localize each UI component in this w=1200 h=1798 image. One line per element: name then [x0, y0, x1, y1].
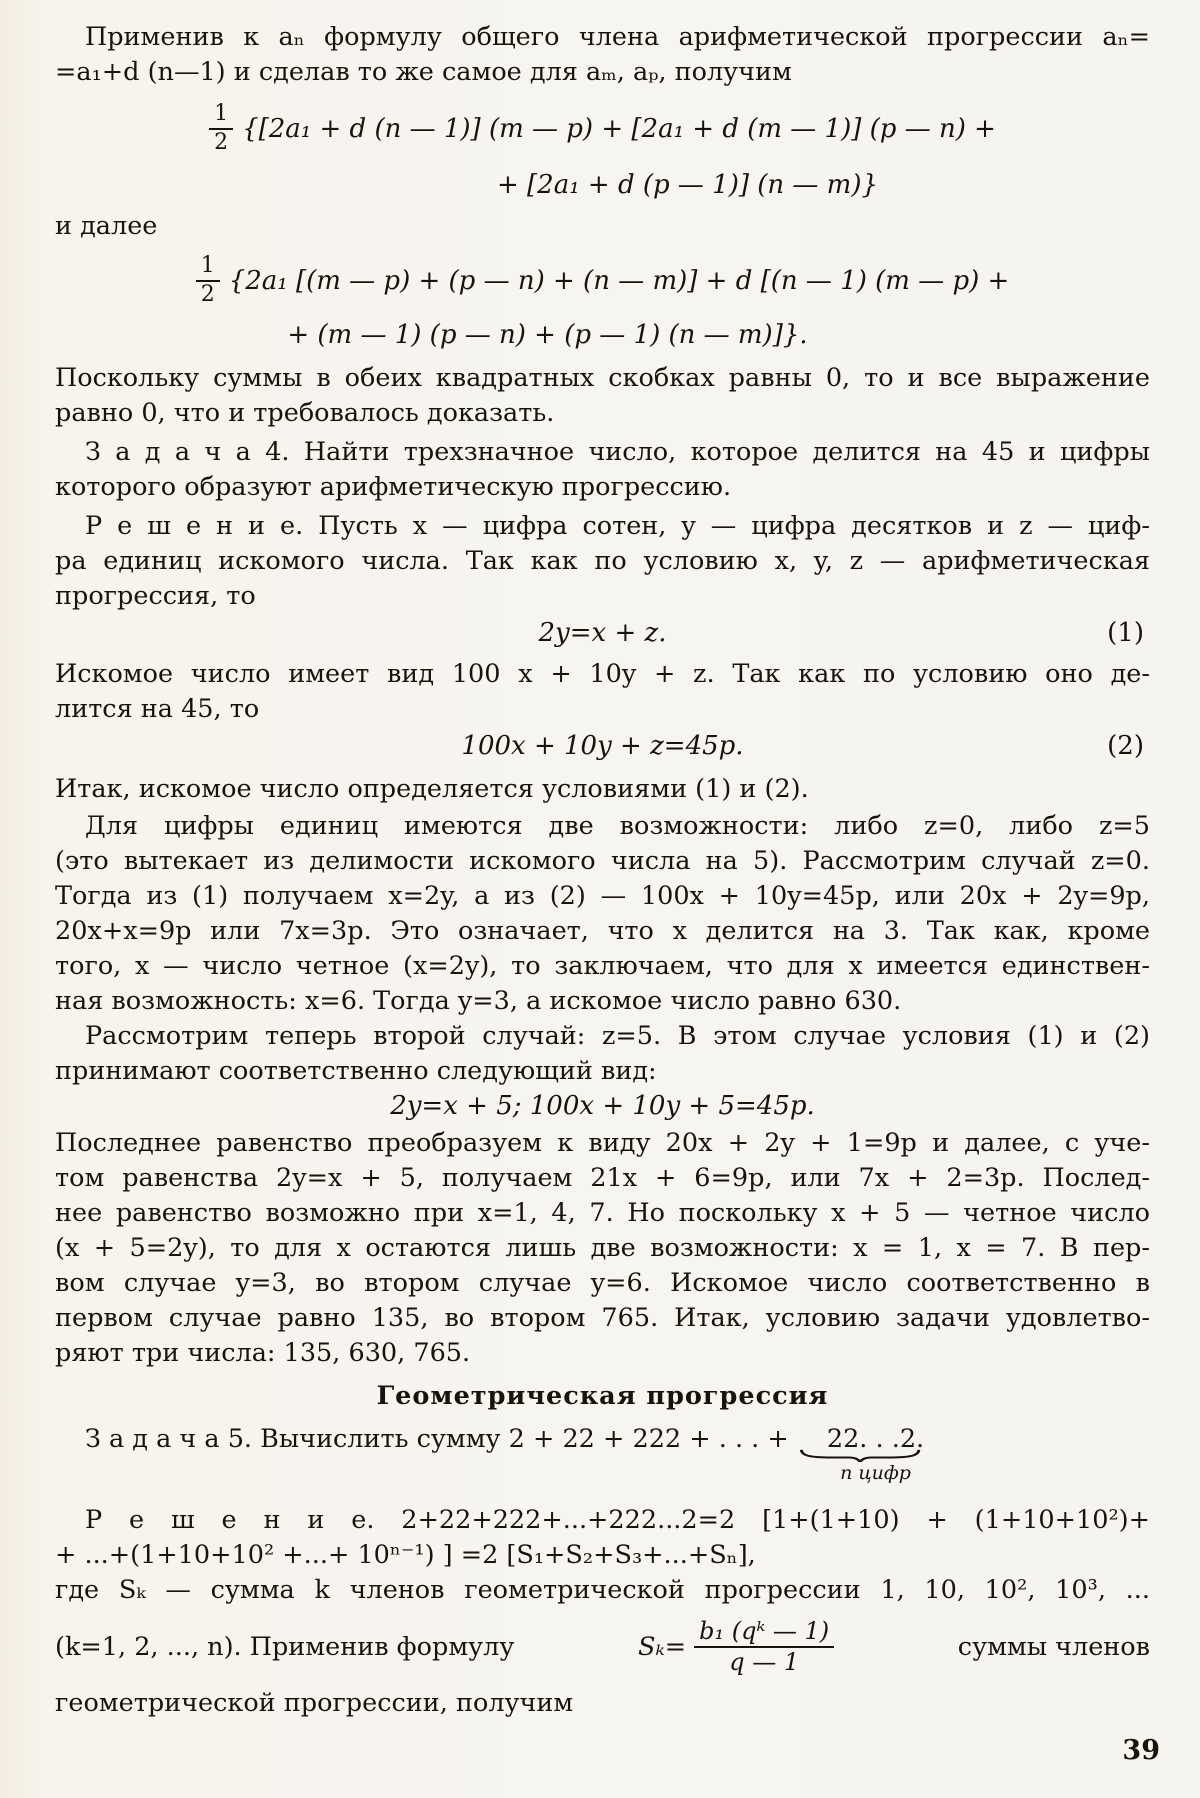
fraction-numerator: 1	[209, 102, 233, 130]
solution-line: Р е ш е н и е. 2+22+222+...+222...2=2 [1+(1+10) + (1+10+10²)+	[85, 1505, 1150, 1535]
task-4-title-line: З а д а ч а 4. Найти трехзначное число, которое делится на 45 и цифры	[85, 437, 1150, 467]
text-line: 20x+x=9p или 7x=3p. Это означает, что x делится на 3. Так как, кроме	[55, 916, 1150, 946]
text-line: Искомое число имеет вид 100 x + 10y + z. Так как по условию оно де-	[55, 659, 1150, 689]
text-line: и далее	[55, 211, 158, 241]
fraction-denominator: 2	[200, 282, 215, 307]
fraction-denominator: q — 1	[729, 1648, 800, 1676]
text-line: Применив к aₙ формулу общего члена арифметической прогрессии aₙ=	[85, 22, 1150, 52]
page-number: 39	[1122, 1735, 1160, 1766]
text-line: (это вытекает из делимости искомого числа на 5). Рассмотрим случай z=0.	[55, 846, 1150, 876]
underbraced-term	[797, 1422, 925, 1484]
text-line: того, x — число четное (x=2y), то заключаем, что для x имеется единствен-	[55, 951, 1150, 981]
fraction-numerator: 1	[196, 254, 220, 282]
equation-number: (1)	[1107, 618, 1144, 648]
text-line: которого образуют арифметическую прогрессию.	[55, 472, 732, 502]
underbrace-label: n цифр	[840, 1462, 911, 1484]
display-equation: + (m — 1) (p — n) + (p — 1) (n — m)]}.	[287, 320, 808, 350]
equation-text: {[2a₁ + d (n — 1)] (m — p) + [2a₁ + d (m — 1)] (p — n) +	[242, 113, 996, 144]
text-line: Последнее равенство преобразуем к виду 20x + 2y + 1=9p и далее, с уче-	[55, 1128, 1150, 1158]
text-line: том равенства 2y=x + 5, получаем 21x + 6=9p, или 7x + 2=3p. Послед-	[55, 1163, 1150, 1193]
sk-symbol: Sₖ=	[638, 1631, 687, 1662]
text-line: + ...+(1+10+10² +...+ 10ⁿ⁻¹) ] =2 [S₁+S₂+S₃+...+Sₙ],	[55, 1540, 756, 1570]
text-line: (x + 5=2y), то для x остаются лишь две возможности: x = 1, x = 7. В пер-	[55, 1233, 1150, 1263]
numbered-equation	[55, 729, 1150, 764]
text-line: лится на 45, то	[55, 694, 260, 724]
underbraced-number: 22. . .2.	[826, 1424, 925, 1454]
task-5-line	[55, 1422, 1150, 1484]
display-equation: 2y=x + 5; 100x + 10y + 5=45p.	[390, 1091, 815, 1121]
solution-line: Р е ш е н и е. Пусть x — цифра сотен, y — цифра десятков и z — циф-	[85, 511, 1150, 541]
display-equation	[55, 250, 1150, 312]
text-line: ряют три числа: 135, 630, 765.	[55, 1338, 471, 1368]
fraction	[694, 1618, 834, 1676]
text-segment: (k=1, 2, ..., n). Применив формулу	[55, 1631, 515, 1662]
numbered-equation	[55, 616, 1150, 651]
fraction-numerator: b₁ (qᵏ — 1)	[694, 1618, 834, 1648]
text-line: Итак, искомое число определяется условиями (1) и (2).	[55, 774, 809, 804]
text-line: Поскольку суммы в обеих квадратных скобках равны 0, то и все выражение	[55, 363, 1150, 393]
fraction-denominator: 2	[214, 130, 229, 155]
underbrace-icon	[799, 1449, 921, 1462]
text-line: нее равенство возможно при x=1, 4, 7. Но поскольку x + 5 — четное число	[55, 1198, 1150, 1228]
display-equation	[55, 98, 1150, 160]
text-line: ра единиц искомого числа. Так как по условию x, y, z — арифметическая	[55, 546, 1150, 576]
sk-formula	[638, 1618, 834, 1676]
task-5-text: З а д а ч а 5. Вычислить сумму 2 + 22 + 222 + . . . +	[85, 1424, 797, 1454]
display-equation: + [2a₁ + d (p — 1)] (n — m)}	[496, 170, 879, 200]
text-line: =a₁+d (n—1) и сделав то же самое для aₘ, aₚ, получим	[55, 57, 792, 87]
text-line: геометрической прогрессии, получим	[55, 1688, 574, 1718]
equation-text: 2y=x + z.	[538, 618, 667, 648]
text-line: равно 0, что и требовалось доказать.	[55, 398, 555, 428]
equation-number: (2)	[1107, 731, 1144, 761]
text-line: первом случае равно 135, во втором 765. Итак, условию задачи удовлетво-	[55, 1303, 1150, 1333]
text-line: прогрессия, то	[55, 581, 256, 611]
text-line: ная возможность: x=6. Тогда y=3, а искомое число равно 630.	[55, 986, 902, 1016]
text-line: Для цифры единиц имеются две возможности: либо z=0, либо z=5	[85, 811, 1150, 841]
text-segment: суммы членов	[957, 1631, 1150, 1662]
text-line: вом случае y=3, во втором случае y=6. Искомое число соответственно в	[55, 1268, 1150, 1298]
text-line: принимают соответственно следующий вид:	[55, 1056, 657, 1086]
fraction-one-half	[209, 102, 233, 155]
fraction-one-half	[196, 254, 220, 307]
text-line: Тогда из (1) получаем x=2y, а из (2) — 100x + 10y=45p, или 20x + 2y=9p,	[55, 881, 1150, 911]
equation-text: 100x + 10y + z=45p.	[461, 731, 744, 761]
equation-text: {2a₁ [(m — p) + (p — n) + (n — m)] + d [(n — 1) (m — p) +	[228, 265, 1010, 296]
text-line: где Sₖ — сумма k членов геометрической прогрессии 1, 10, 10², 10³, ...	[55, 1575, 1150, 1605]
formula-line	[55, 1608, 1150, 1686]
section-heading: Геометрическая прогрессия	[376, 1381, 829, 1411]
text-line: Рассмотрим теперь второй случай: z=5. В этом случае условия (1) и (2)	[85, 1021, 1150, 1051]
